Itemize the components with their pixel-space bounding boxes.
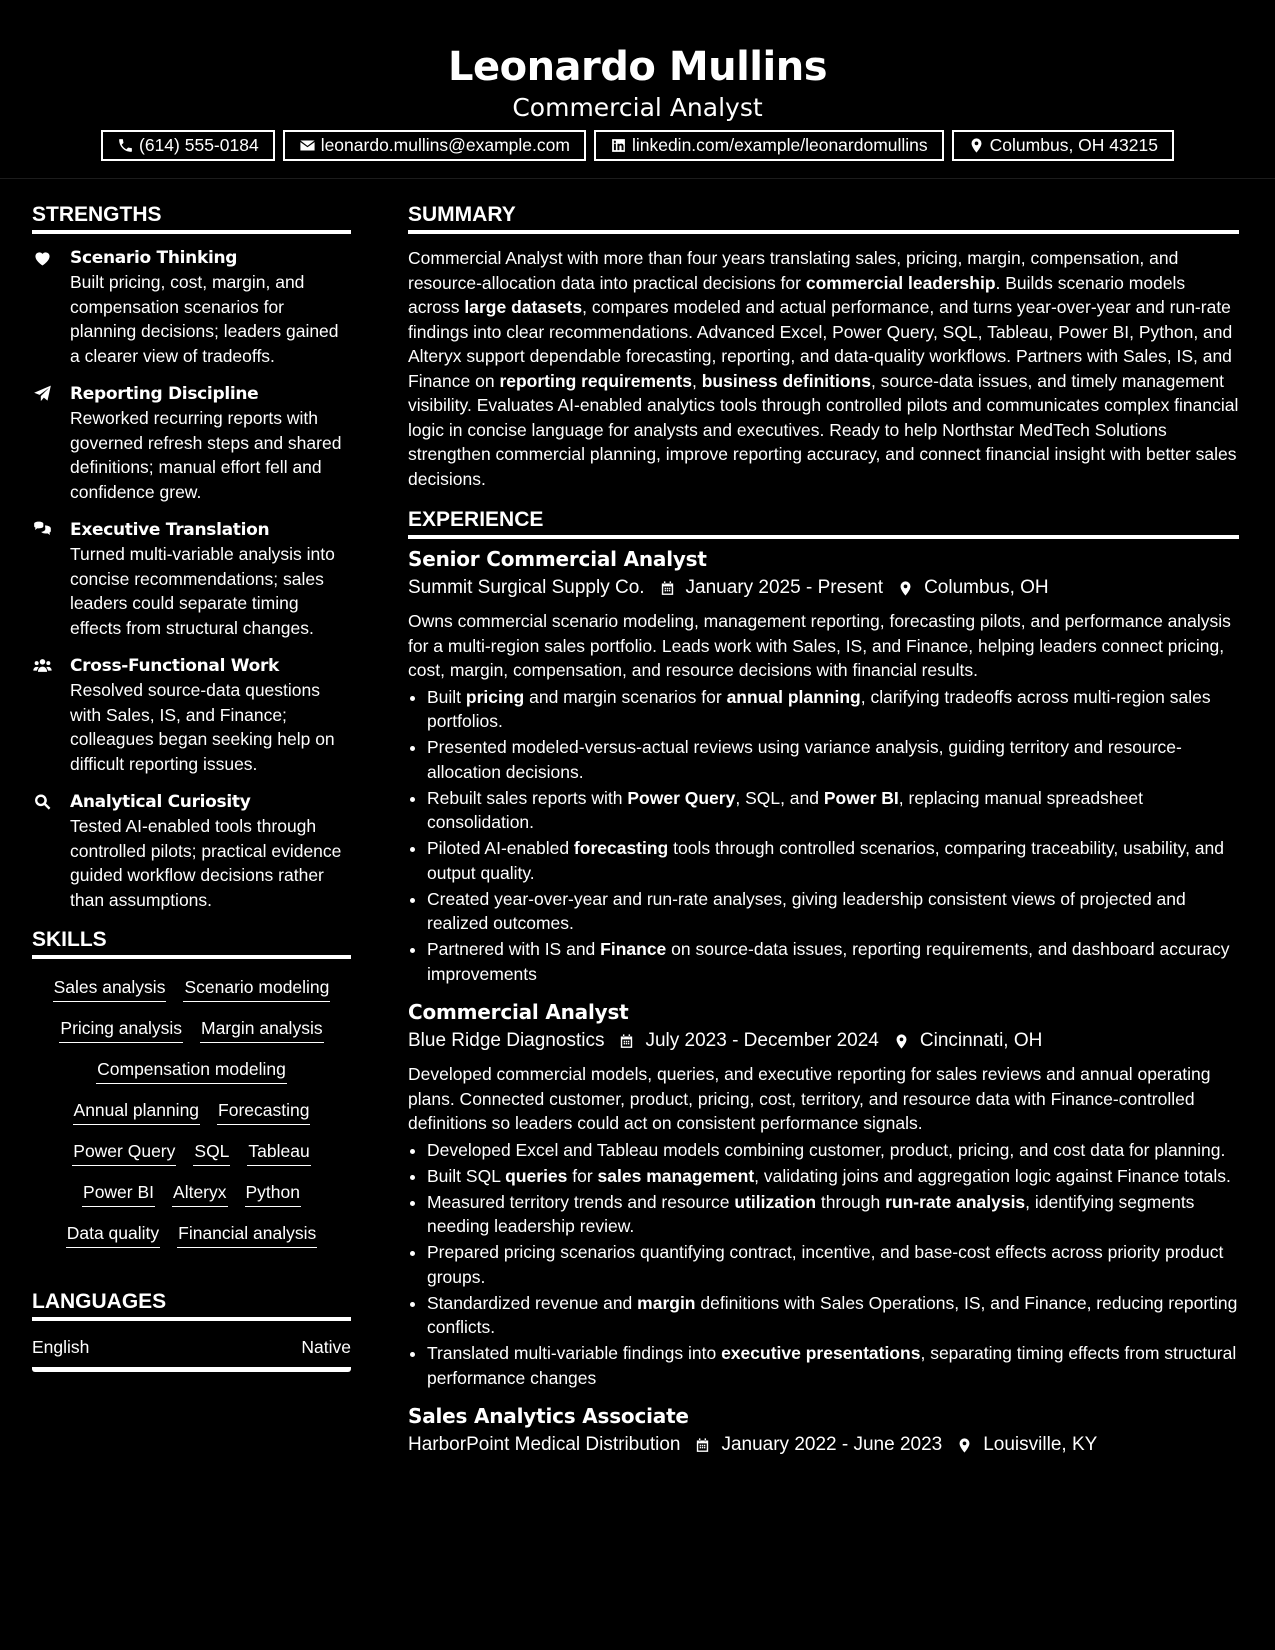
summary-title: SUMMARY <box>408 201 1239 234</box>
strength-desc: Reworked recurring reports with governed refresh steps and shared definitions; manual effort fell and confidence grew. <box>70 408 342 502</box>
contact-item[interactable] <box>952 130 1174 161</box>
skill-tag: Annual planning <box>73 1098 201 1125</box>
job-entry <box>408 545 1239 986</box>
bold-phrase: run-rate analysis <box>885 1191 1026 1212</box>
job-description: Owns commercial scenario modeling, management reporting, forecasting pilots, and performance analysis for a multi-region sales portfolio. Leads work with Sales, IS, and Finance, helping leaders connect pricing, cost, margin, compensation, and resource decisions with financial results. <box>408 611 1231 680</box>
job-title: Senior Commercial Analyst <box>408 547 707 571</box>
strength-body <box>70 518 351 640</box>
text-segment: Measured territory trends and resource <box>427 1191 735 1212</box>
strengths-title: STRENGTHS <box>32 201 351 234</box>
text-segment: Rebuilt sales reports with <box>427 787 628 808</box>
job-meta <box>408 1026 1239 1056</box>
strength-title: Reporting Discipline <box>70 384 259 404</box>
bold-phrase: annual planning <box>726 686 861 707</box>
strength-title: Scenario Thinking <box>70 248 238 268</box>
languages-list <box>32 1335 351 1372</box>
bold-phrase: executive presentations <box>721 1343 921 1363</box>
skill-tag: Pricing analysis <box>59 1016 183 1043</box>
calendar-icon <box>694 1436 711 1455</box>
contact-text: (614) 555-0184 <box>139 135 259 155</box>
job-bullets <box>408 685 1239 987</box>
skill-tag: SQL <box>193 1139 230 1166</box>
text-segment: Partnered with IS and <box>427 939 601 959</box>
strength-item <box>32 382 351 504</box>
job-company: Summit Surgical Supply Co. <box>408 577 645 598</box>
strength-icon-wrap <box>32 790 70 912</box>
text-segment: , compares modeled and actual performance, and turns year-over-year and run-rate findings into clear recommendations. Advanced Excel, Power Query, SQL, Tableau, Power BI, Python, and Alteryx support dependable forecasting, reporting, and data-quality workflows. Partners with Sales, IS, and Finance on <box>408 297 1233 391</box>
skill-tag: Compensation modeling <box>96 1057 287 1084</box>
languages-title: LANGUAGES <box>32 1288 351 1321</box>
candidate-name: Leonardo Mullins <box>447 44 828 90</box>
text-segment: on source-data issues, reporting requirements, and dashboard accuracy improvements <box>427 939 1230 984</box>
strength-desc: Built pricing, cost, margin, and compensation scenarios for planning decisions; leaders gained a clearer view of tradeoffs. <box>70 272 339 366</box>
job-meta <box>408 573 1239 603</box>
strength-title: Analytical Curiosity <box>70 792 251 812</box>
calendar-icon <box>659 579 676 598</box>
job-bullet <box>427 1190 1239 1239</box>
text-segment: for <box>567 1165 598 1186</box>
contact-bar <box>0 130 1275 161</box>
bold-phrase: pricing <box>465 686 525 707</box>
strength-icon-wrap <box>32 246 70 368</box>
strength-icon-wrap <box>32 382 70 504</box>
job-bullet <box>427 1291 1239 1340</box>
text-segment: , source-data issues, and timely management visibility. Evaluates AI-enabled analytics tools through controlled pilots and communicates complex financial logic in concise language for analysts and executives. Ready to help Northstar MedTech Solutions strengthen commercial planning, improve reporting accuracy, and connect financial insight with better sales decisions. <box>408 370 1239 489</box>
job-bullet <box>427 887 1239 936</box>
strength-title: Cross-Functional Work <box>70 656 280 676</box>
skill-tag: Power BI <box>82 1180 155 1207</box>
skill-tag: Power Query <box>72 1139 176 1166</box>
text-segment: Prepared pricing scenarios quantifying contract, incentive, and base-cost effects across priority product groups. <box>427 1242 1224 1287</box>
job-title: Commercial Analyst <box>408 1000 629 1024</box>
strength-item <box>32 790 351 912</box>
contact-text: linkedin.com/example/leonardomullins <box>631 135 928 155</box>
text-segment: Built <box>427 686 466 707</box>
paper-plane-icon <box>32 384 53 404</box>
bold-phrase: commercial leadership <box>805 272 996 293</box>
bold-phrase: utilization <box>734 1191 817 1212</box>
bold-phrase: business definitions <box>701 370 871 391</box>
text-segment: . Builds scenario models across <box>408 272 1186 317</box>
text-segment: , <box>692 370 702 391</box>
skill-tag: Forecasting <box>217 1098 310 1125</box>
bold-phrase: Finance <box>600 939 667 959</box>
job-dates: January 2022 - June 2023 <box>721 1434 943 1455</box>
right-column <box>408 201 1239 1466</box>
job-bullet <box>427 786 1239 835</box>
text-segment: , validating joins and aggregation logic against Finance totals. <box>754 1165 1231 1186</box>
job-entry <box>408 1402 1239 1460</box>
text-segment: tools through controlled scenarios, comparing traceability, usability, and output quality. <box>427 838 1225 883</box>
text-segment: Built SQL <box>427 1165 506 1186</box>
candidate-role: Commercial Analyst <box>512 93 763 122</box>
contact-item[interactable] <box>101 130 275 161</box>
skills-title: SKILLS <box>32 926 351 959</box>
job-bullet <box>427 1240 1239 1289</box>
job-location: Louisville, KY <box>983 1434 1098 1455</box>
map-pin-icon <box>897 579 914 598</box>
text-segment: , identifying segments needing leadership review. <box>427 1191 1195 1236</box>
job-bullet <box>427 1138 1239 1163</box>
phone-icon <box>117 137 134 154</box>
job-dates: January 2025 - Present <box>685 577 884 598</box>
text-segment: , separating timing effects from structural performance changes <box>427 1343 1237 1388</box>
contact-item[interactable] <box>283 130 586 161</box>
bold-phrase: queries <box>505 1165 568 1186</box>
map-pin-icon <box>956 1436 973 1455</box>
bold-phrase: large datasets <box>464 297 583 317</box>
text-segment: , replacing manual spreadsheet consolidation. <box>427 787 1143 832</box>
contact-text: Columbus, OH 43215 <box>989 135 1158 155</box>
job-location: Columbus, OH <box>924 577 1049 598</box>
map-pin-icon <box>968 137 985 154</box>
job-company: Blue Ridge Diagnostics <box>408 1030 605 1051</box>
skill-tag: Data quality <box>66 1221 160 1248</box>
text-segment: Developed Excel and Tableau models combining customer, product, pricing, and cost data for planning. <box>427 1139 1226 1160</box>
strength-body <box>70 382 351 504</box>
skill-tag: Sales analysis <box>53 975 167 1002</box>
users-icon <box>32 656 53 676</box>
text-segment: and margin scenarios for <box>524 686 727 707</box>
job-bullet <box>427 1164 1239 1189</box>
job-bullets <box>408 1138 1239 1391</box>
job-entry <box>408 998 1239 1390</box>
map-pin-icon <box>893 1032 910 1051</box>
strength-title: Executive Translation <box>70 520 270 540</box>
text-segment: definitions with Sales Operations, IS, and Finance, reducing reporting conflicts. <box>427 1292 1238 1337</box>
bold-phrase: margin <box>637 1292 696 1313</box>
search-icon <box>32 792 53 812</box>
text-segment: Translated multi-variable findings into <box>427 1343 722 1363</box>
skill-tag: Python <box>245 1180 301 1207</box>
job-bullet <box>427 937 1239 986</box>
job-description: Developed commercial models, queries, and executive reporting for sales reviews and annual operating plans. Connected customer, product, pricing, cost, territory, and resource data with Finance-controlled definitions so leaders could act on consistent performance signals. <box>408 1064 1211 1133</box>
strength-desc: Resolved source-data questions with Sales, IS, and Finance; colleagues began seeking help on difficult reporting issues. <box>70 680 335 774</box>
bold-phrase: Power Query <box>627 787 736 808</box>
strength-item <box>32 518 351 640</box>
linkedin-icon <box>610 137 627 154</box>
skill-tag: Tableau <box>247 1139 310 1166</box>
strength-desc: Tested AI-enabled tools through controlled pilots; practical evidence guided workflow decisions rather than assumptions. <box>70 816 342 910</box>
text-segment: through <box>816 1191 886 1212</box>
job-title: Sales Analytics Associate <box>408 1404 689 1428</box>
job-bullet <box>427 1341 1239 1390</box>
skill-tag: Alteryx <box>172 1180 227 1207</box>
text-segment: Piloted AI-enabled <box>427 838 574 858</box>
strength-item <box>32 654 351 776</box>
job-location: Cincinnati, OH <box>919 1030 1043 1051</box>
strength-icon-wrap <box>32 654 70 776</box>
strength-item <box>32 246 351 368</box>
text-segment: Commercial Analyst with more than four years translating sales, pricing, margin, compensation, and resource-allocation data into practical decisions for <box>408 248 1179 293</box>
language-row <box>32 1335 351 1372</box>
strength-body <box>70 246 351 368</box>
experience-list <box>408 545 1239 1460</box>
summary-text <box>408 246 1239 491</box>
contact-item[interactable] <box>594 130 944 161</box>
strength-body <box>70 790 351 912</box>
bold-phrase: sales management <box>597 1165 755 1186</box>
calendar-icon <box>618 1032 635 1051</box>
left-column <box>32 201 351 1466</box>
envelope-icon <box>299 137 316 154</box>
job-dates: July 2023 - December 2024 <box>645 1030 879 1051</box>
strength-desc: Turned multi-variable analysis into concise recommendations; sales leaders could separate timing effects from structural changes. <box>70 544 335 638</box>
skill-tag: Financial analysis <box>177 1221 317 1248</box>
text-segment: , clarifying tradeoffs across multi-region sales portfolios. <box>427 686 1211 731</box>
strength-body <box>70 654 351 776</box>
heart-icon <box>32 248 53 268</box>
bold-phrase: forecasting <box>573 838 669 858</box>
strengths-list <box>32 246 351 912</box>
text-segment: Created year-over-year and run-rate analyses, giving leadership consistent views of projected and realized outcomes. <box>427 888 1186 933</box>
bold-phrase: Power BI <box>823 787 899 808</box>
job-company: HarborPoint Medical Distribution <box>408 1434 681 1455</box>
job-bullet <box>427 836 1239 885</box>
text-segment: Presented modeled-versus-actual reviews using variance analysis, guiding territory and resource-allocation decisions. <box>427 737 1182 782</box>
skill-tag: Scenario modeling <box>183 975 330 1002</box>
comments-icon <box>32 520 53 540</box>
resume-header <box>0 0 1275 179</box>
language-level: Native <box>301 1337 351 1357</box>
skills-list <box>32 971 351 1248</box>
bold-phrase: reporting requirements <box>499 370 692 391</box>
skill-tag: Margin analysis <box>200 1016 324 1043</box>
text-segment: , SQL, and <box>735 787 824 808</box>
job-bullet <box>427 685 1239 734</box>
contact-text: leonardo.mullins@example.com <box>320 135 570 155</box>
text-segment: Standardized revenue and <box>427 1292 638 1313</box>
job-meta <box>408 1430 1239 1460</box>
job-bullet <box>427 735 1239 784</box>
language-name: English <box>32 1337 90 1357</box>
experience-title: EXPERIENCE <box>408 506 1239 539</box>
strength-icon-wrap <box>32 518 70 640</box>
